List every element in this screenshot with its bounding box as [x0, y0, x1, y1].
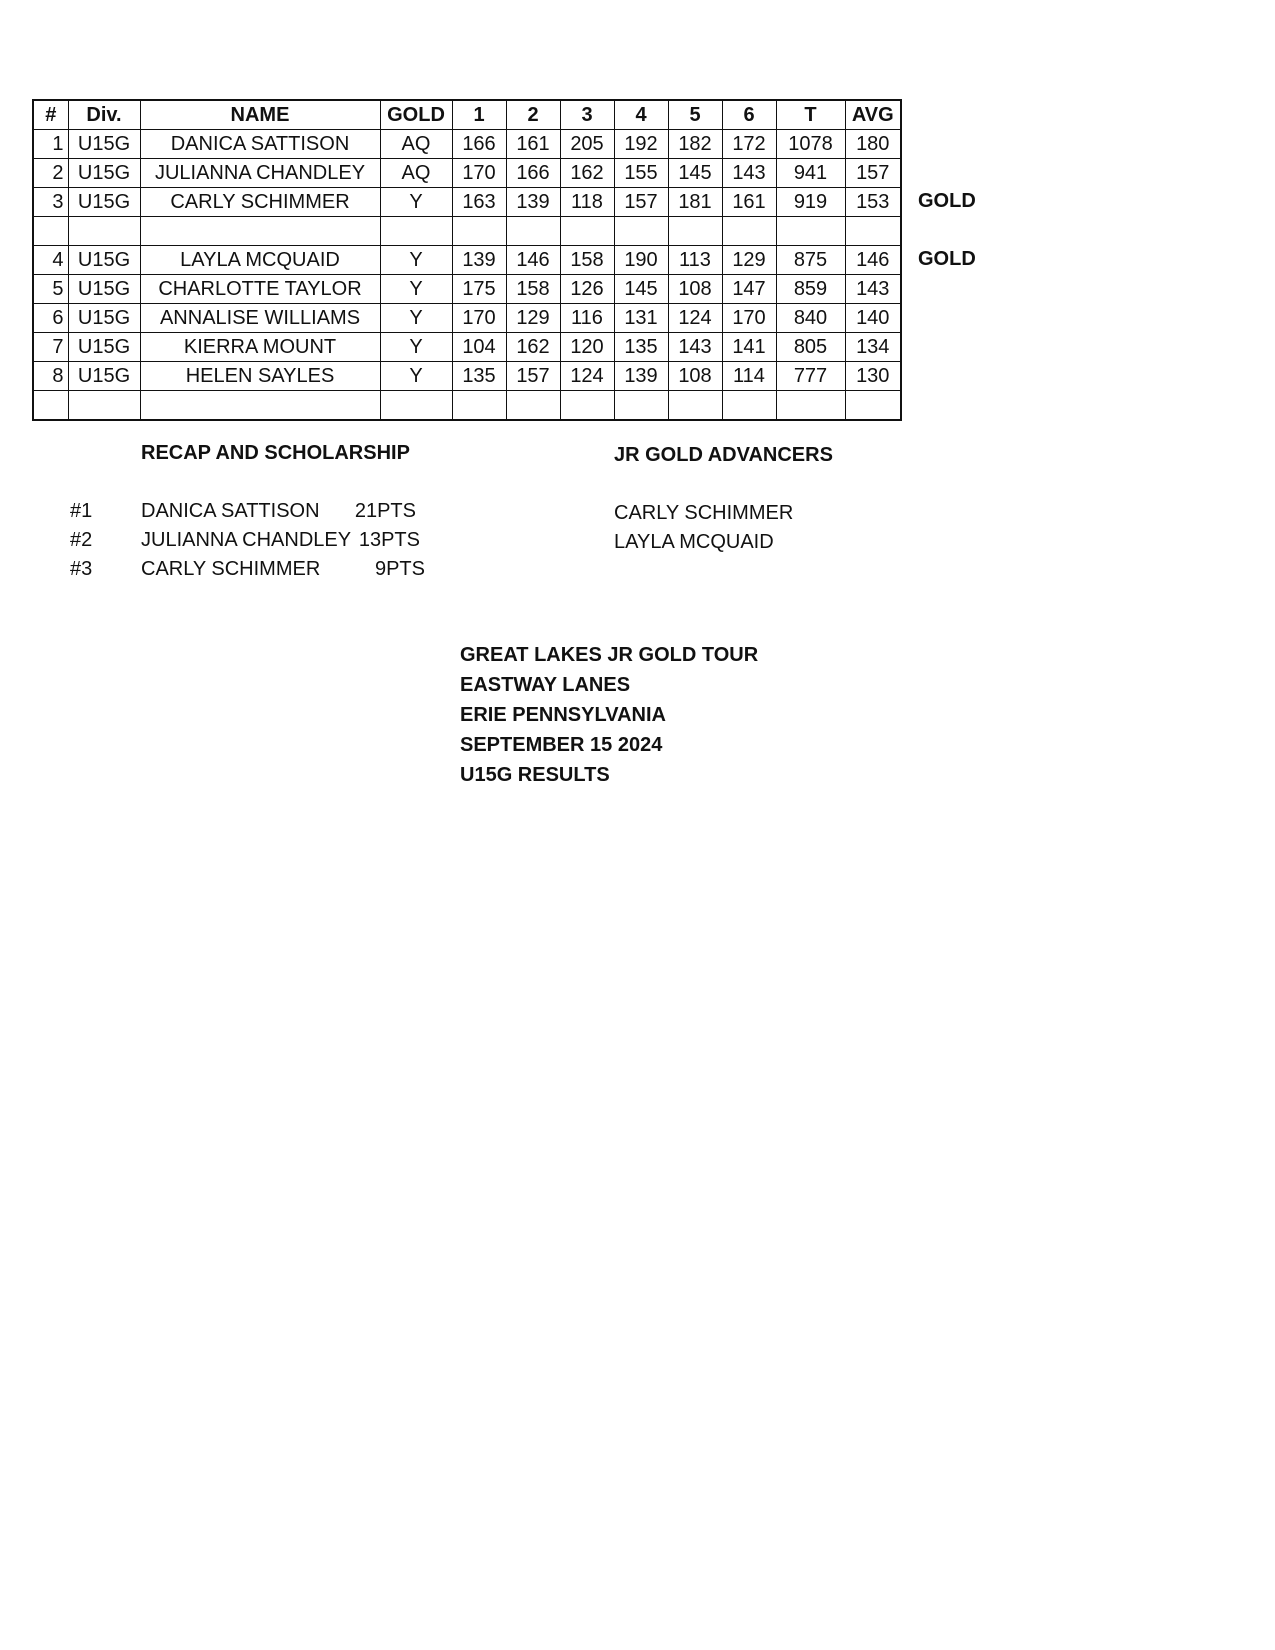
game-1-cell: 163 — [452, 188, 506, 217]
game-2-cell: 158 — [506, 275, 560, 304]
recap-points: 9PTS — [374, 558, 425, 580]
game-3-cell: 124 — [560, 362, 614, 391]
game-2-cell: 161 — [506, 130, 560, 159]
game-5-cell: 108 — [668, 275, 722, 304]
rank-cell: 8 — [33, 362, 68, 391]
rank-cell: 1 — [33, 130, 68, 159]
game-6-cell: 129 — [722, 246, 776, 275]
table-row — [33, 217, 901, 246]
game-3-cell: 126 — [560, 275, 614, 304]
gold-cell — [380, 391, 452, 421]
recap-name: CARLY SCHIMMER — [141, 558, 321, 580]
game-2-cell: 146 — [506, 246, 560, 275]
event-date: SEPTEMBER 15 2024 — [460, 734, 663, 756]
recap-place: #2 — [70, 529, 93, 551]
average-cell — [845, 391, 901, 421]
gold-cell: AQ — [380, 159, 452, 188]
game-1-cell: 135 — [452, 362, 506, 391]
table-row — [33, 188, 901, 217]
game-4-cell: 190 — [614, 246, 668, 275]
game-3-cell: 205 — [560, 130, 614, 159]
name-cell: DANICA SATTISON — [140, 130, 380, 159]
average-cell: 146 — [845, 246, 901, 275]
total-cell — [776, 217, 845, 246]
name-cell: HELEN SAYLES — [140, 362, 380, 391]
rank-cell: 7 — [33, 333, 68, 362]
average-cell: 134 — [845, 333, 901, 362]
advancer-name: LAYLA MCQUAID — [614, 531, 774, 553]
game-2-cell: 139 — [506, 188, 560, 217]
rank-cell: 4 — [33, 246, 68, 275]
rank-cell: 5 — [33, 275, 68, 304]
average-cell: 143 — [845, 275, 901, 304]
header-cell: AVG — [845, 100, 901, 130]
header-cell: # — [33, 100, 68, 130]
game-1-cell — [452, 391, 506, 421]
rank-cell: 6 — [33, 304, 68, 333]
game-3-cell: 116 — [560, 304, 614, 333]
game-6-cell: 141 — [722, 333, 776, 362]
game-4-cell — [614, 391, 668, 421]
recap-title: RECAP AND SCHOLARSHIP — [141, 442, 410, 464]
recap-name: DANICA SATTISON — [141, 500, 320, 522]
game-3-cell: 118 — [560, 188, 614, 217]
game-1-cell — [452, 217, 506, 246]
gold-cell: Y — [380, 188, 452, 217]
results-table — [32, 99, 902, 421]
average-cell: 153 — [845, 188, 901, 217]
average-cell — [845, 217, 901, 246]
game-2-cell: 129 — [506, 304, 560, 333]
recap-name: JULIANNA CHANDLEY — [141, 529, 352, 551]
event-division: U15G RESULTS — [460, 764, 610, 786]
division-cell: U15G — [68, 246, 140, 275]
results-body — [33, 130, 901, 421]
table-row — [33, 304, 901, 333]
game-4-cell — [614, 217, 668, 246]
game-1-cell: 170 — [452, 159, 506, 188]
division-cell: U15G — [68, 130, 140, 159]
total-cell: 919 — [776, 188, 845, 217]
game-4-cell: 157 — [614, 188, 668, 217]
game-2-cell: 166 — [506, 159, 560, 188]
name-cell — [140, 217, 380, 246]
gold-qualifier-note: GOLD — [918, 248, 976, 270]
advancer-name: CARLY SCHIMMER — [614, 502, 794, 524]
header-cell: 5 — [668, 100, 722, 130]
game-6-cell — [722, 217, 776, 246]
division-cell: U15G — [68, 159, 140, 188]
rank-cell: 2 — [33, 159, 68, 188]
game-6-cell: 147 — [722, 275, 776, 304]
name-cell: KIERRA MOUNT — [140, 333, 380, 362]
gold-cell: Y — [380, 246, 452, 275]
event-tour: GREAT LAKES JR GOLD TOUR — [460, 644, 759, 666]
game-6-cell: 170 — [722, 304, 776, 333]
game-4-cell: 139 — [614, 362, 668, 391]
game-5-cell: 143 — [668, 333, 722, 362]
advancers-title: JR GOLD ADVANCERS — [614, 444, 833, 466]
game-2-cell — [506, 391, 560, 421]
game-1-cell: 175 — [452, 275, 506, 304]
game-3-cell: 158 — [560, 246, 614, 275]
header-cell: 2 — [506, 100, 560, 130]
game-5-cell: 113 — [668, 246, 722, 275]
game-5-cell — [668, 391, 722, 421]
game-5-cell: 181 — [668, 188, 722, 217]
event-info — [460, 640, 758, 790]
rank-cell: 3 — [33, 188, 68, 217]
game-5-cell — [668, 217, 722, 246]
game-6-cell: 143 — [722, 159, 776, 188]
header-cell: Div. — [68, 100, 140, 130]
average-cell: 157 — [845, 159, 901, 188]
header-cell: T — [776, 100, 845, 130]
game-3-cell: 162 — [560, 159, 614, 188]
table-row — [33, 333, 901, 362]
table-header-row — [33, 100, 901, 130]
average-cell: 140 — [845, 304, 901, 333]
total-cell: 1078 — [776, 130, 845, 159]
recap-points: 13PTS — [358, 529, 420, 551]
average-cell: 180 — [845, 130, 901, 159]
table-row — [33, 159, 901, 188]
recap-points: 21PTS — [354, 500, 416, 522]
average-cell: 130 — [845, 362, 901, 391]
game-5-cell: 182 — [668, 130, 722, 159]
total-cell: 875 — [776, 246, 845, 275]
game-4-cell: 155 — [614, 159, 668, 188]
game-5-cell: 145 — [668, 159, 722, 188]
game-1-cell: 170 — [452, 304, 506, 333]
game-4-cell: 192 — [614, 130, 668, 159]
game-3-cell — [560, 391, 614, 421]
game-2-cell — [506, 217, 560, 246]
rank-cell — [33, 391, 68, 421]
event-venue: EASTWAY LANES — [460, 674, 631, 696]
game-6-cell: 161 — [722, 188, 776, 217]
gold-cell: Y — [380, 362, 452, 391]
game-6-cell: 172 — [722, 130, 776, 159]
game-1-cell: 104 — [452, 333, 506, 362]
header-cell: 6 — [722, 100, 776, 130]
table-row — [33, 391, 901, 421]
division-cell — [68, 217, 140, 246]
name-cell: ANNALISE WILLIAMS — [140, 304, 380, 333]
game-2-cell: 157 — [506, 362, 560, 391]
recap-place: #3 — [70, 558, 93, 580]
division-cell: U15G — [68, 304, 140, 333]
total-cell: 941 — [776, 159, 845, 188]
game-1-cell: 166 — [452, 130, 506, 159]
total-cell: 859 — [776, 275, 845, 304]
game-4-cell: 135 — [614, 333, 668, 362]
game-3-cell — [560, 217, 614, 246]
division-cell: U15G — [68, 188, 140, 217]
header-cell: GOLD — [380, 100, 452, 130]
total-cell: 777 — [776, 362, 845, 391]
game-3-cell: 120 — [560, 333, 614, 362]
game-6-cell — [722, 391, 776, 421]
game-2-cell: 162 — [506, 333, 560, 362]
header-cell: NAME — [140, 100, 380, 130]
name-cell: CHARLOTTE TAYLOR — [140, 275, 380, 304]
gold-cell — [380, 217, 452, 246]
game-4-cell: 145 — [614, 275, 668, 304]
rank-cell — [33, 217, 68, 246]
name-cell: JULIANNA CHANDLEY — [140, 159, 380, 188]
gold-cell: Y — [380, 304, 452, 333]
event-location: ERIE PENNSYLVANIA — [460, 704, 666, 726]
total-cell: 805 — [776, 333, 845, 362]
header-cell: 3 — [560, 100, 614, 130]
gold-cell: Y — [380, 333, 452, 362]
table-row — [33, 275, 901, 304]
name-cell: LAYLA MCQUAID — [140, 246, 380, 275]
gold-qualifier-note: GOLD — [918, 190, 976, 212]
header-cell: 1 — [452, 100, 506, 130]
division-cell — [68, 391, 140, 421]
division-cell: U15G — [68, 333, 140, 362]
game-1-cell: 139 — [452, 246, 506, 275]
game-6-cell: 114 — [722, 362, 776, 391]
gold-cell: Y — [380, 275, 452, 304]
gold-cell: AQ — [380, 130, 452, 159]
name-cell — [140, 391, 380, 421]
game-4-cell: 131 — [614, 304, 668, 333]
recap-place: #1 — [70, 500, 93, 522]
game-5-cell: 124 — [668, 304, 722, 333]
table-row — [33, 362, 901, 391]
table-row — [33, 130, 901, 159]
name-cell: CARLY SCHIMMER — [140, 188, 380, 217]
header-cell: 4 — [614, 100, 668, 130]
division-cell: U15G — [68, 362, 140, 391]
total-cell — [776, 391, 845, 421]
game-5-cell: 108 — [668, 362, 722, 391]
total-cell: 840 — [776, 304, 845, 333]
division-cell: U15G — [68, 275, 140, 304]
table-row — [33, 246, 901, 275]
